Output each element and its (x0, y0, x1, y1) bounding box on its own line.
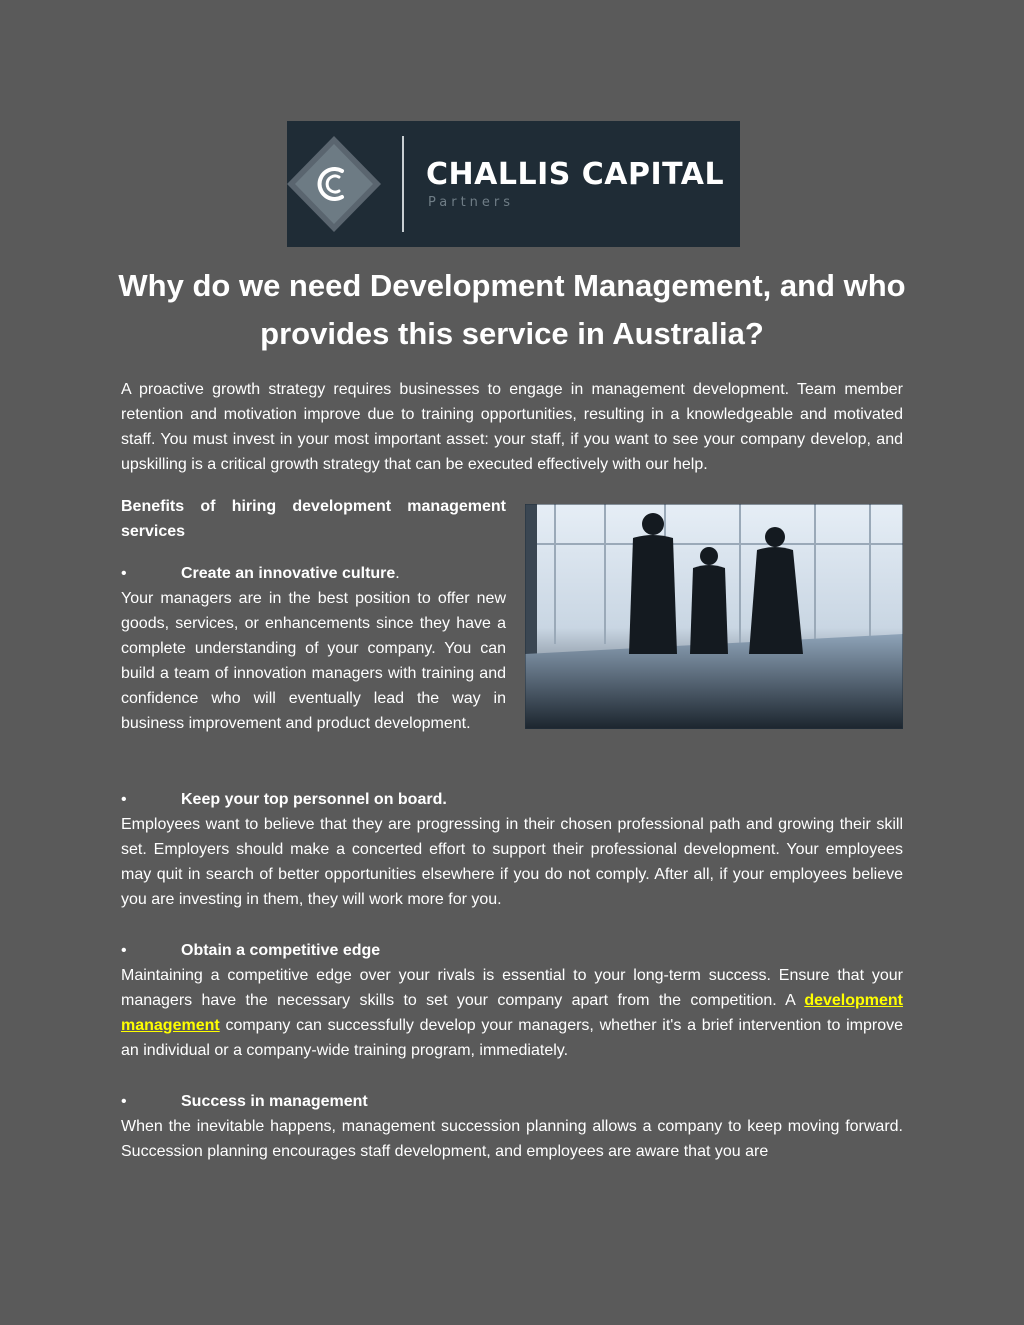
bullet-icon: • (121, 1093, 127, 1110)
item-heading: Create an innovative culture (181, 565, 396, 582)
bullet-icon: • (121, 565, 127, 582)
item-heading: Keep your top personnel on board. (181, 791, 447, 808)
logo-subtitle: Partners (428, 195, 515, 210)
item-heading: Success in management (181, 1093, 368, 1110)
bullet-item-3-heading (121, 938, 380, 963)
bullet-item-1-heading (121, 561, 400, 586)
bullet-item-4-heading (121, 1089, 368, 1114)
item-body: Your managers are in the best position to offer new goods, services, or enhancements since they have a complete understanding of your company. You can build a team of innovation managers with training and confidence who will eventually lead the way in business improvement and product development. (121, 590, 506, 732)
item-body: Employees want to believe that they are progressing in their chosen professional path and growing their skill set. Employers should make a concerted effort to support their professional development. Your employees may quit in search of better opportunities elsewhere if you do not comply. After all, if your employees believe you are investing in them, they will work more for you. (121, 816, 903, 908)
page-title: Why do we need Development Management, and who provides this service in Australia? (118, 268, 906, 351)
business-meeting-photo (525, 504, 903, 729)
item-body (121, 963, 903, 1063)
item-body-after: company can successfully develop your managers, whether it's a brief intervention to improve an individual or a company-wide training program, immediately. (121, 1017, 904, 1059)
bullet-icon: • (121, 791, 127, 808)
intro-paragraph: A proactive growth strategy requires businesses to engage in management development. Team member retention and motivation improve due to training opportunities, resulting in a knowledgeable and motivated staff. You must invest in your most important asset: your staff, if you want to see your company develop, and upskilling is a critical growth strategy that can be executed effectively with our help. (121, 381, 903, 473)
item-heading: Obtain a competitive edge (181, 942, 381, 959)
bullet-icon: • (121, 942, 127, 959)
development-management-link[interactable]: development management (121, 992, 903, 1034)
item-heading-suffix: . (395, 565, 400, 582)
logo-name: CHALLIS CAPITAL (426, 157, 725, 192)
item-body: When the inevitable happens, management succession planning allows a company to keep moving forward. Succession planning encourages staff development, and employees are aware that you are (121, 1118, 903, 1160)
benefits-heading: Benefits of hiring development management services (121, 498, 506, 540)
item-body-before: Maintaining a competitive edge over your rivals is essential to your long-term success. Ensure that your managers have the necessary skills to set your company apart from the competition. A (121, 967, 903, 1009)
bullet-item-2-heading (121, 787, 447, 812)
